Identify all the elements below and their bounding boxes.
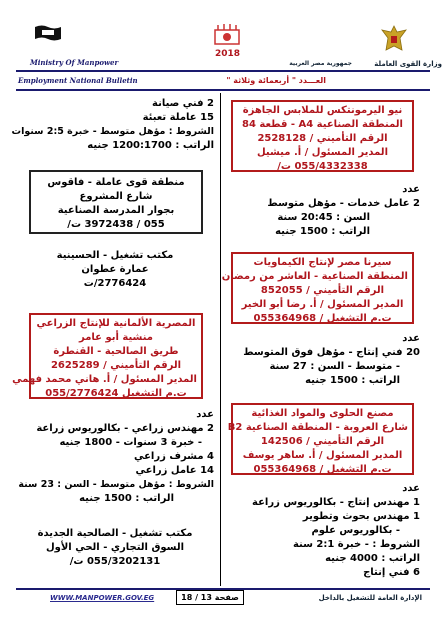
office-address: عمارة عطوان	[81, 264, 149, 275]
flag-logo-icon	[33, 24, 63, 42]
office-husseiniya	[20, 249, 210, 291]
req-count-label: عدد	[402, 333, 420, 344]
req-count-label: عدد	[196, 409, 214, 420]
job3-requirements	[230, 482, 420, 580]
company-phone: ت.م التشغيل / 055364968	[253, 313, 392, 324]
company-name: سيرنا مصر لإنتاج الكيماويات	[253, 257, 392, 268]
req-line: الراتب : 1200:1700 جنيه	[87, 140, 214, 151]
company-phone: 055/4332338 ت/	[277, 161, 368, 172]
bulletin-year: 2018	[215, 49, 241, 59]
office-address: السوق التجاري - الحي الأول	[45, 542, 185, 553]
manager-name: المدير المسئول / أ. رضا أبو الخير	[241, 299, 404, 310]
company-phone: ت.م التشغيل 055/2776424	[45, 388, 187, 399]
job-card-sweets-factory	[227, 403, 414, 475]
req-line: 1 مهندس بحوث وتطوير	[302, 511, 420, 522]
company-address: طريق الصالحية - القنطرة	[53, 346, 179, 357]
company-name: مصنع الحلوى والمواد الغذائية	[251, 408, 394, 419]
department-name: الإدارة العامة للتشغيل بالداخل	[318, 594, 422, 602]
job-card-egyptian-german	[12, 313, 203, 399]
insurance-number: الرقم التأميني / 142506	[260, 436, 385, 447]
issue-number: العـــدد " أربعمائة وثلاثة "	[226, 76, 326, 85]
manager-name: المدير المسئول / أ. ميشيل	[257, 147, 388, 158]
header-divider-2	[16, 89, 430, 91]
page-number: صفحة 13 / 18	[176, 590, 244, 605]
req-count-label: عدد	[402, 483, 420, 494]
office-card-faqous	[29, 170, 203, 234]
ministry-en: Ministry Of Manpower	[30, 58, 119, 67]
req-line: 20 فني إنتاج - مؤهل فوق المتوسط	[243, 347, 420, 358]
req-count-label: عدد	[402, 184, 420, 195]
req-line: السن : 20:45 سنة	[277, 212, 370, 223]
req-line: 15 عاملة تعبئة	[142, 112, 214, 123]
req-line: 14 عامل زراعي	[135, 465, 214, 476]
ministry-ar: وزارة القوى العاملة	[374, 60, 442, 68]
job-card-serna-misr	[221, 252, 414, 324]
office-title: منطقة قوى عاملة - فاقوس	[47, 177, 185, 188]
company-address: المنطقة الصناعية - العاشر من رمضان	[221, 271, 408, 282]
job4-requirements	[14, 408, 214, 506]
req-line: الراتب : 1500 جنيه	[305, 375, 400, 386]
office-title: مكتب تشغيل - الحسينية	[56, 250, 174, 261]
req-line: الشروط : مؤهل متوسط - خبرة 2:5 سنوات	[11, 126, 214, 137]
company-phone: ت.م التشغيل / 055364968	[253, 464, 392, 475]
header-divider	[16, 70, 430, 72]
job1-requirements	[230, 183, 420, 239]
insurance-number: الرقم التأميني / 2528128	[257, 133, 388, 144]
req-line: 2 عامل خدمات - مؤهل متوسط	[267, 198, 420, 209]
company-address: منشية أبو عامر	[78, 332, 153, 343]
req-line: الشروط : - خبرة 2:1 سنة	[292, 539, 420, 550]
office-phone: 055/3202131 ت/	[69, 556, 161, 567]
req-line: 6 فني إنتاج	[363, 567, 420, 578]
bulletin-en: Employment National Bulletin	[18, 76, 138, 85]
company-address: المنطقة الصناعية A4 - قطعة 84	[241, 119, 403, 130]
req-line: الراتب : 1500 جنيه	[275, 226, 370, 237]
req-line: - بكالوريوس علوم	[311, 525, 400, 536]
office-address: بجوار المدرسة الصناعية	[57, 205, 175, 216]
website-link[interactable]: WWW.MANPOWER.GOV.EG	[50, 594, 155, 602]
job-card-newyarmontex	[231, 100, 414, 172]
eagle-emblem-icon	[380, 24, 408, 54]
req-line: - خبرة 3 سنوات - 1800 جنيه	[59, 437, 202, 448]
republic-ar: جمهورية مصر العربية	[289, 60, 352, 67]
company-address: شارع العروبة - المنطقة الصناعية B2	[227, 422, 408, 433]
manager-name: المدير المسئول / أ. هاني محمد فهمي	[12, 374, 197, 385]
req-line: الشروط : مؤهل متوسط - السن : 23 سنة	[18, 479, 214, 490]
bulletin-emblem-icon	[212, 22, 242, 48]
req-line: 4 مشرف زراعي	[133, 451, 214, 462]
office-title: مكتب تشغيل - الصالحية الجديدة	[37, 528, 193, 539]
company-name: المصرية الألمانية للإنتاج الزراعي	[36, 318, 196, 329]
office-phone: 2776424/ت	[83, 278, 147, 289]
req-line: - متوسط - السن : 27 سنة	[269, 361, 400, 372]
column-separator	[220, 93, 221, 586]
req-line: الراتب : 1500 جنيه	[79, 493, 174, 504]
job2-requirements	[230, 332, 420, 388]
insurance-number: الرقم التأميني / 2625289	[50, 360, 182, 371]
req-line: 1 مهندس إنتاج - بكالوريوس زراعة	[252, 497, 420, 508]
manager-name: المدير المسئول / أ. ساهر يوسف	[242, 450, 403, 461]
office-phone: 055 / 3972438 ت/	[67, 219, 165, 230]
insurance-number: الرقم التأميني / 852055	[260, 285, 385, 296]
office-address: شارع المشروع	[79, 191, 153, 202]
req-line: 2 فني صيانة	[152, 98, 214, 109]
top-requirements	[11, 97, 214, 153]
req-line: الراتب : 4000 جنيه	[325, 553, 420, 564]
req-line: 2 مهندس زراعي - بكالوريوس زراعة	[36, 423, 214, 434]
office-salhiya	[20, 527, 210, 569]
company-name: نيو اليرمونتكس للملابس الجاهزة	[242, 105, 403, 116]
